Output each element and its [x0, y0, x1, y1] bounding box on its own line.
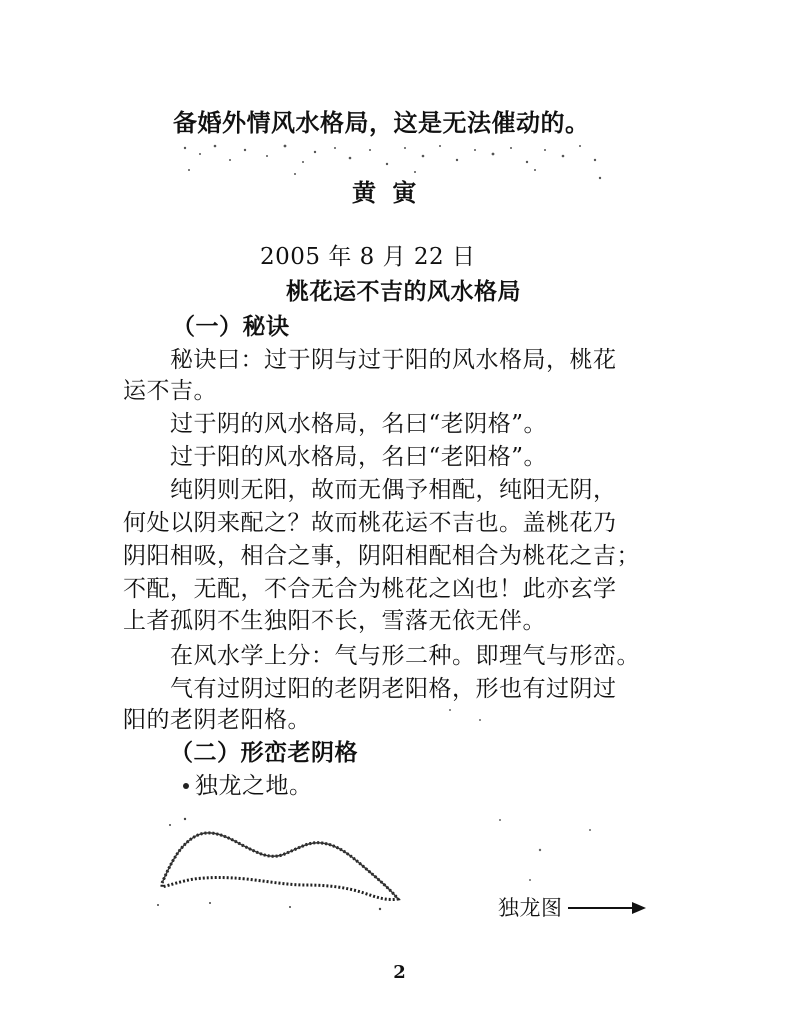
- text-line: 上者孤阴不生独阳不长，雪落无依无伴。: [123, 608, 546, 634]
- text-line: 过于阳的风水格局，名曰“老阳格”。: [170, 444, 548, 470]
- single-dragon-diagram: [150, 815, 410, 915]
- text-line: 纯阴则无阳，故而无偶予相配，纯阳无阴，: [170, 477, 617, 503]
- heading-landform: （二）形峦老阴格: [170, 739, 358, 766]
- text-line: 过于阴的风水格局，名曰“老阴格”。: [170, 411, 548, 437]
- text-line: 阳的老阴老阳格。: [123, 707, 311, 733]
- author-name: 黄 寅: [352, 178, 421, 207]
- text-line: 不配，无配，不合无合为桃花之凶也！此亦玄学: [123, 576, 617, 602]
- text-line: 在风水学上分：气与形二种。即理气与形峦。: [170, 643, 640, 669]
- text-line: 独龙之地。: [195, 773, 313, 799]
- bullet-dot: [180, 780, 192, 792]
- scan-noise: [440, 700, 620, 900]
- text-line: 气有过阴过阳的老阴老阳格，形也有过阴过: [170, 676, 617, 702]
- text-line: 备婚外情风水格局，这是无法催动的。: [173, 108, 590, 137]
- page-number: 2: [393, 962, 406, 983]
- date-line: 2005 年 8 月 22 日: [260, 244, 476, 270]
- diagram-label: 独龙图: [498, 896, 563, 920]
- text-line: 何处以阴来配之？故而桃花运不吉也。盖桃花乃: [123, 510, 617, 536]
- heading-secret: （一）秘诀: [172, 313, 290, 340]
- text-line: 阴阳相吸，相合之事，阴阳相配相合为桃花之吉；: [123, 543, 640, 569]
- text-line: 秘诀曰：过于阴与过于阳的风水格局，桃花: [170, 347, 617, 373]
- arrow-right-icon: [568, 898, 648, 918]
- text-line: 运不吉。: [123, 378, 217, 404]
- section-title: 桃花运不吉的风水格局: [286, 278, 521, 305]
